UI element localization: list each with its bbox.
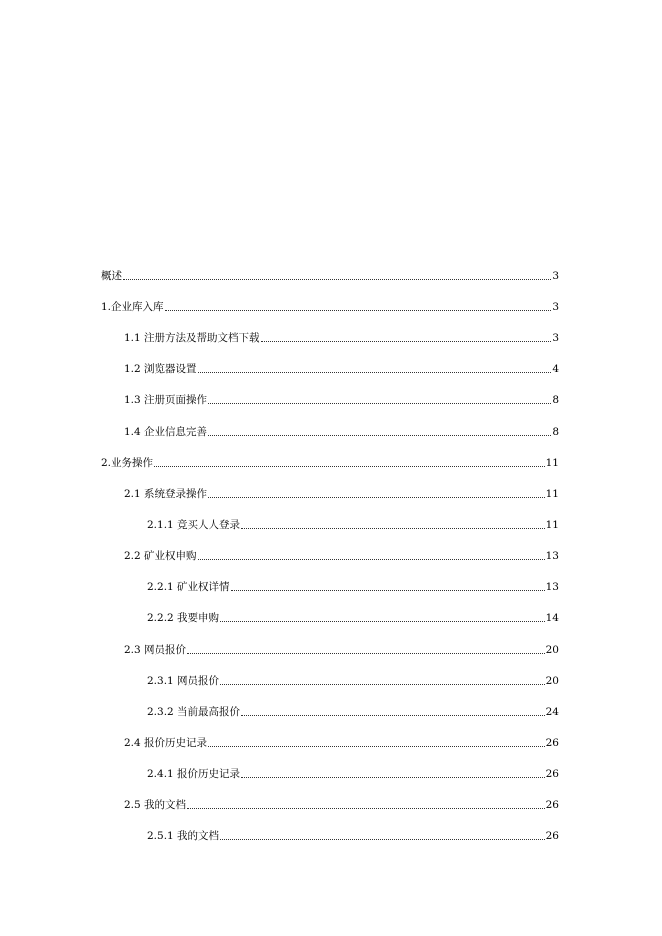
toc-entry-page: 20	[545, 644, 559, 656]
toc-entry-page: 13	[545, 550, 559, 562]
toc-entry-title: 1.4 企业信息完善	[124, 426, 208, 438]
toc-entry-page: 8	[552, 394, 559, 406]
dot-leader	[261, 340, 552, 342]
dot-leader	[241, 714, 545, 716]
toc-entry-2[interactable]	[101, 454, 559, 470]
toc-entry-title: 2.2 矿业权申购	[124, 550, 197, 562]
dot-leader	[187, 652, 545, 654]
toc-entry-page: 11	[545, 457, 559, 469]
dot-leader	[208, 745, 545, 747]
toc-entry-page: 11	[545, 488, 559, 500]
toc-entry-page: 26	[545, 737, 559, 749]
toc-entry-1-1[interactable]	[124, 329, 559, 345]
toc-entry-page: 26	[545, 768, 559, 780]
toc-entry-2-4[interactable]	[124, 734, 559, 750]
toc-entry-title: 2.3 网员报价	[124, 644, 187, 656]
dot-leader	[241, 776, 545, 778]
toc-entry-title: 1.2 浏览器设置	[124, 363, 197, 375]
toc-entry-2-3-2[interactable]	[147, 703, 559, 719]
dot-leader	[231, 589, 545, 591]
toc-entry-page: 8	[552, 426, 559, 438]
toc-entry-title: 1.1 注册方法及帮助文档下载	[124, 332, 260, 344]
toc-entry-page: 3	[552, 270, 559, 282]
toc-entry-title: 1.企业库入库	[101, 301, 164, 313]
toc-entry-title: 2.5 我的文档	[124, 799, 187, 811]
toc-entry-2-1[interactable]	[124, 485, 559, 501]
toc-entry-title: 2.3.1 网员报价	[147, 675, 220, 687]
toc-entry-page: 24	[545, 706, 559, 718]
toc-entry-2-2-1[interactable]	[147, 578, 559, 594]
dot-leader	[154, 465, 545, 467]
toc-entry-page: 26	[545, 830, 559, 842]
toc-entry-1-2[interactable]	[124, 360, 559, 376]
toc-entry-2-3[interactable]	[124, 641, 559, 657]
dot-leader	[220, 620, 545, 622]
dot-leader	[241, 527, 545, 529]
toc-entry-2-2[interactable]	[124, 547, 559, 563]
dot-leader	[208, 496, 545, 498]
toc-entry-1-4[interactable]	[124, 423, 559, 439]
toc-entry-title: 2.2.2 我要申购	[147, 612, 220, 624]
dot-leader	[198, 371, 552, 373]
toc-entry-title: 2.业务操作	[101, 457, 154, 469]
toc-entry-title: 2.4.1 报价历史记录	[147, 768, 241, 780]
toc-entry-2-5[interactable]	[124, 796, 559, 812]
toc-entry-title: 2.5.1 我的文档	[147, 830, 220, 842]
toc-entry-title: 2.1.1 竞买人人登录	[147, 519, 241, 531]
toc-entry-title: 2.4 报价历史记录	[124, 737, 208, 749]
toc-entry-page: 3	[552, 301, 559, 313]
toc-entry-page: 11	[545, 519, 559, 531]
toc-entry-2-1-1[interactable]	[147, 516, 559, 532]
dot-leader	[165, 309, 552, 311]
toc-entry-page: 3	[552, 332, 559, 344]
toc-entry-page: 20	[545, 675, 559, 687]
toc-entry-page: 4	[552, 363, 559, 375]
toc-entry-2-3-1[interactable]	[147, 672, 559, 688]
dot-leader	[198, 558, 545, 560]
toc-entry-2-5-1[interactable]	[147, 827, 559, 843]
toc-entry-page: 13	[545, 581, 559, 593]
toc-entry-title: 2.1 系统登录操作	[124, 488, 208, 500]
dot-leader	[208, 434, 551, 436]
toc-entry-title: 概述	[101, 270, 122, 282]
toc-entry-overview[interactable]	[101, 267, 559, 283]
toc-entry-page: 14	[545, 612, 559, 624]
toc-entry-page: 26	[545, 799, 559, 811]
toc-entry-title: 2.3.2 当前最高报价	[147, 706, 241, 718]
dot-leader	[187, 807, 545, 809]
dot-leader	[208, 402, 551, 404]
toc-entry-2-4-1[interactable]	[147, 765, 559, 781]
toc-entry-title: 2.2.1 矿业权详情	[147, 581, 230, 593]
dot-leader	[220, 838, 545, 840]
toc-entry-2-2-2[interactable]	[147, 609, 559, 625]
dot-leader	[220, 683, 545, 685]
toc-entry-title: 1.3 注册页面操作	[124, 394, 208, 406]
toc-entry-1[interactable]	[101, 298, 559, 314]
dot-leader	[123, 278, 551, 280]
toc-entry-1-3[interactable]	[124, 391, 559, 407]
